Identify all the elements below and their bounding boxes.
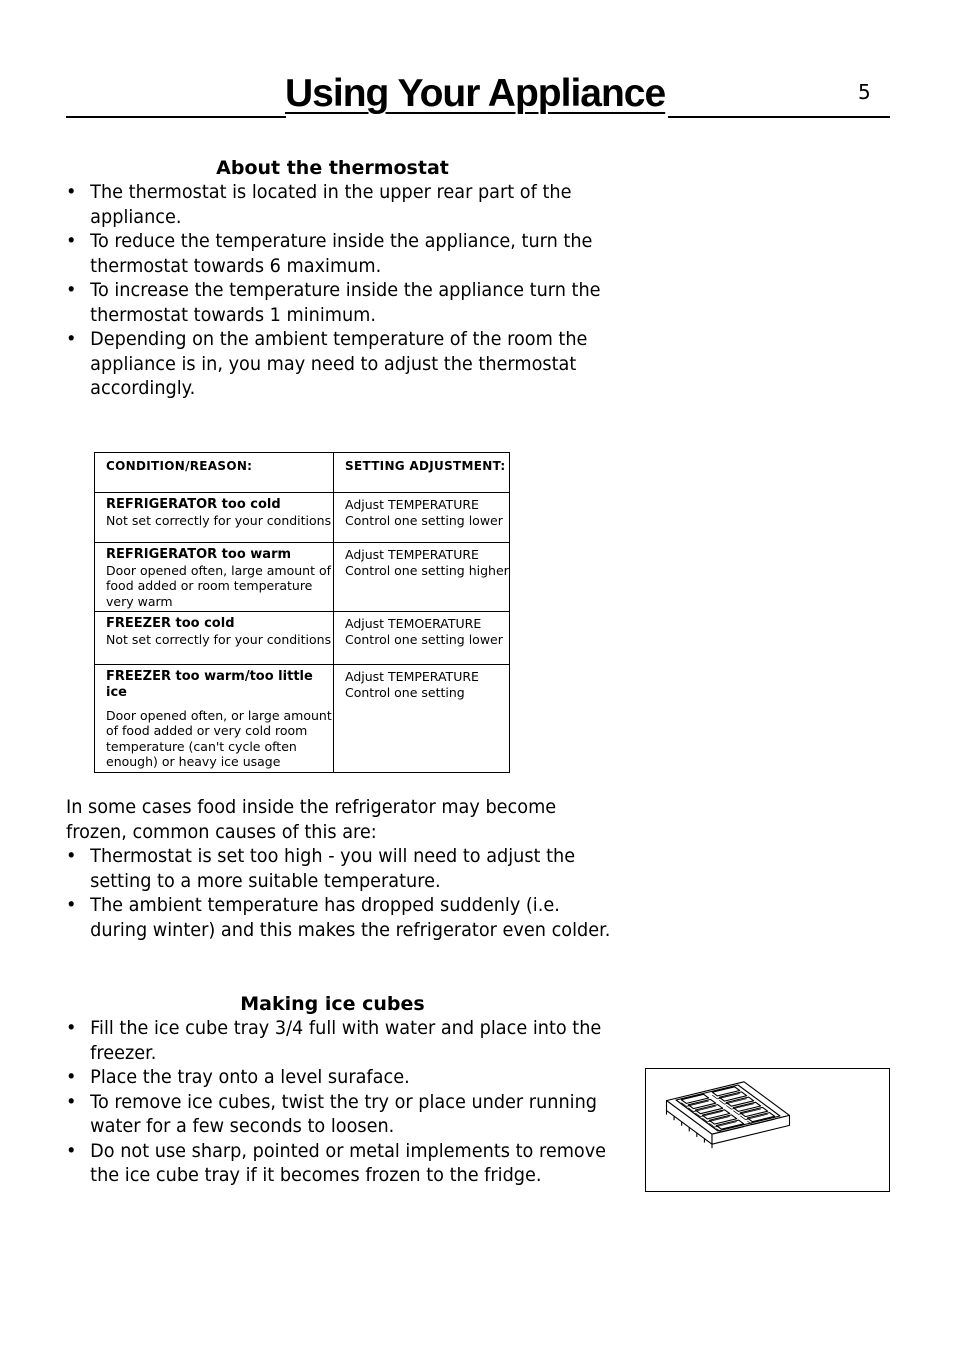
- frozen-section: [66, 795, 611, 942]
- condition-title: REFRIGERATOR too cold: [106, 497, 281, 512]
- table-row: [95, 543, 510, 612]
- thermostat-heading: About the thermostat: [216, 157, 449, 179]
- table-row: [95, 665, 510, 773]
- column-header-condition: CONDITION/REASON:: [95, 453, 334, 493]
- column-header-adjustment: SETTING ADJUSTMENT:: [334, 453, 510, 493]
- ice-list: [66, 1016, 606, 1188]
- table-row: [95, 612, 510, 665]
- adjustment-cell: Adjust TEMPERATURE Control one setting lower: [334, 493, 510, 543]
- list-item: • To reduce the temperature inside the appliance, turn the thermostat towards 6 maximum.: [66, 229, 620, 278]
- table-header-row: [95, 453, 510, 493]
- condition-desc: Door opened often, large amount of food added or room temperature very warm: [106, 562, 332, 609]
- list-item: • Depending on the ambient temperature of the room the appliance is in, you may need to adjust the thermostat accordingly.: [66, 327, 620, 401]
- page-title: Using Your Appliance: [285, 72, 666, 115]
- thermostat-list: [66, 180, 606, 401]
- list-item: • To remove ice cubes, twist the try or place under running water for a few seconds to loosen.: [66, 1090, 620, 1139]
- adjustment-cell: Adjust TEMPERATURE Control one setting higher: [334, 543, 510, 612]
- adjustment-cell: Adjust TEMPERATURE Control one setting: [334, 665, 510, 773]
- list-item: • Fill the ice cube tray 3/4 full with water and place into the freezer.: [66, 1016, 620, 1065]
- frozen-list: [66, 844, 611, 942]
- condition-desc: Not set correctly for your conditions: [106, 631, 332, 647]
- ice-cube-tray-icon: [646, 1069, 888, 1190]
- frozen-intro: In some cases food inside the refrigerator may become frozen, common causes of this are:: [66, 796, 557, 843]
- page-number: 5: [858, 80, 871, 104]
- list-item: • Do not use sharp, pointed or metal implements to remove the ice cube tray if it becomes frozen to the fridge.: [66, 1139, 620, 1188]
- list-item: • The ambient temperature has dropped suddenly (i.e. during winter) and this makes the refrigerator even colder.: [66, 893, 620, 942]
- ice-heading: Making ice cubes: [240, 993, 425, 1015]
- condition-cell: [95, 493, 334, 543]
- list-item: • Place the tray onto a level suraface.: [66, 1065, 620, 1090]
- condition-title: FREEZER too warm/too little ice: [106, 669, 313, 700]
- condition-cell: [95, 665, 334, 773]
- adjustment-table: [94, 452, 510, 773]
- adjustment-cell: Adjust TEMOERATURE Control one setting lower: [334, 612, 510, 665]
- ice-tray-illustration: [645, 1068, 890, 1192]
- list-item: • The thermostat is located in the upper rear part of the appliance.: [66, 180, 620, 229]
- condition-cell: [95, 543, 334, 612]
- thermostat-section: [66, 156, 606, 401]
- condition-title: FREEZER too cold: [106, 616, 235, 632]
- condition-desc: Door opened often, or large amount of food added or very cold room temperature (can't cycle often enough) or heavy ice usage: [106, 707, 332, 770]
- condition-cell: [95, 612, 334, 665]
- ice-section: [66, 992, 606, 1188]
- header-rule-left: [66, 116, 286, 118]
- header-rule-right: [668, 116, 890, 118]
- list-item: • Thermostat is set too high - you will need to adjust the setting to a more suitable temperature.: [66, 844, 620, 893]
- table-row: [95, 493, 510, 543]
- condition-title: REFRIGERATOR too warm: [106, 547, 292, 562]
- condition-desc: Not set correctly for your conditions: [106, 512, 332, 528]
- list-item: • To increase the temperature inside the appliance turn the thermostat towards 1 minimum.: [66, 278, 620, 327]
